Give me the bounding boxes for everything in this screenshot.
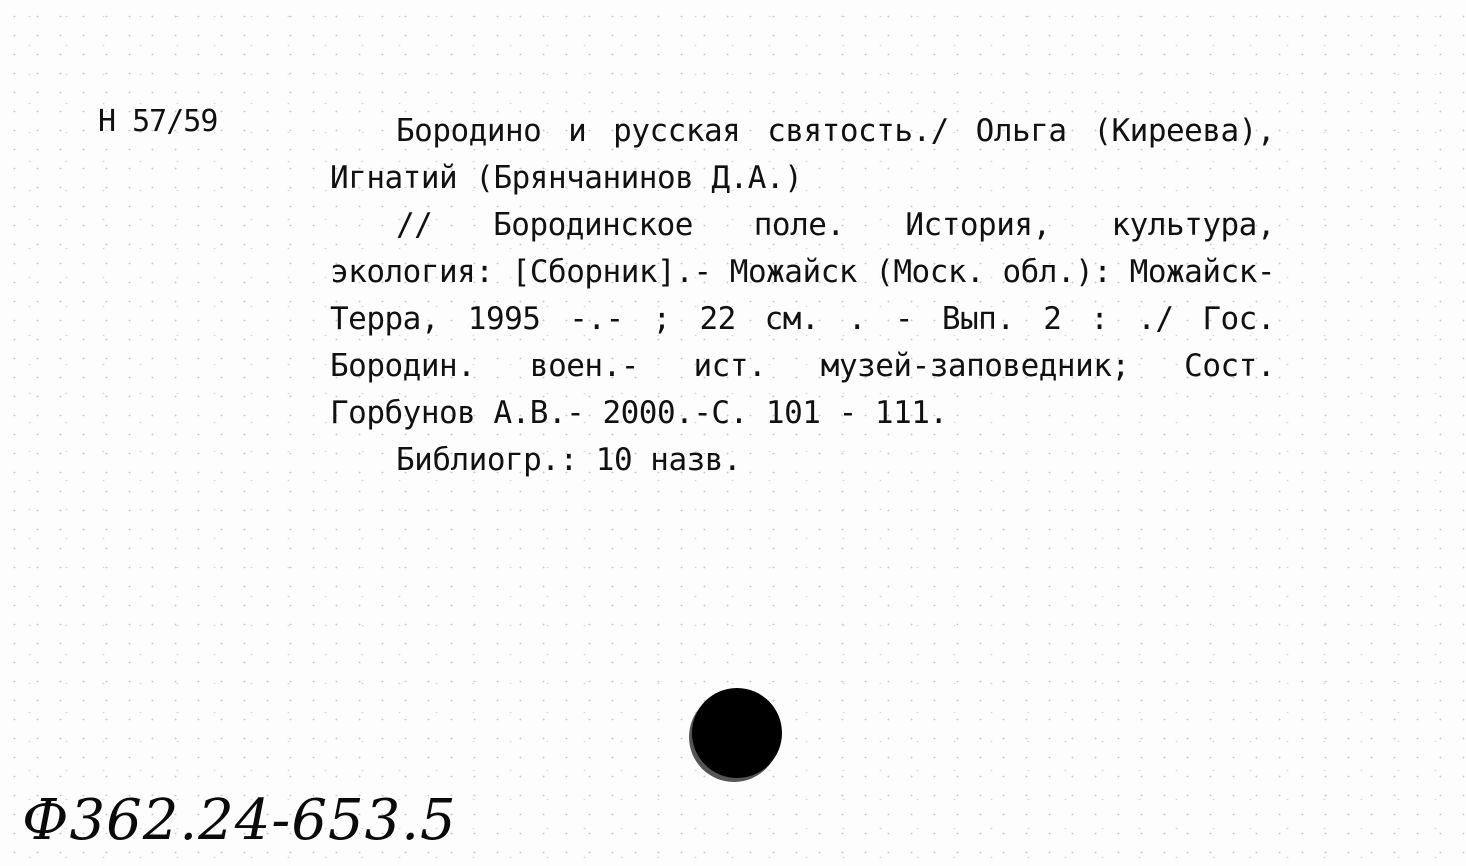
entry-source-paragraph: // Бородинское поле. История, культура, экология: [Сборник].- Можайск (Моск. обл.): Можайск- Терра, 1995 -.- ; 22 см. . - Вып. 2 : ./ Гос. Бородин. воен.- ист. музей-заповедник; Сост. Горбунов А.В.- 2000.-С. 101 - 111. — [330, 207, 1275, 431]
entry-title-paragraph: Бородино и русская святость./ Ольга (Киреева), Игнатий (Брянчанинов Д.А.) — [330, 113, 1275, 196]
punch-hole — [692, 688, 782, 778]
handwritten-classification-code: Ф362.24-653.5 — [22, 788, 457, 853]
shelf-mark: Н 57/59 — [98, 104, 218, 139]
bibliographic-entry — [330, 108, 1275, 484]
entry-bibliography-note: Библиогр.: 10 назв. — [396, 442, 742, 478]
